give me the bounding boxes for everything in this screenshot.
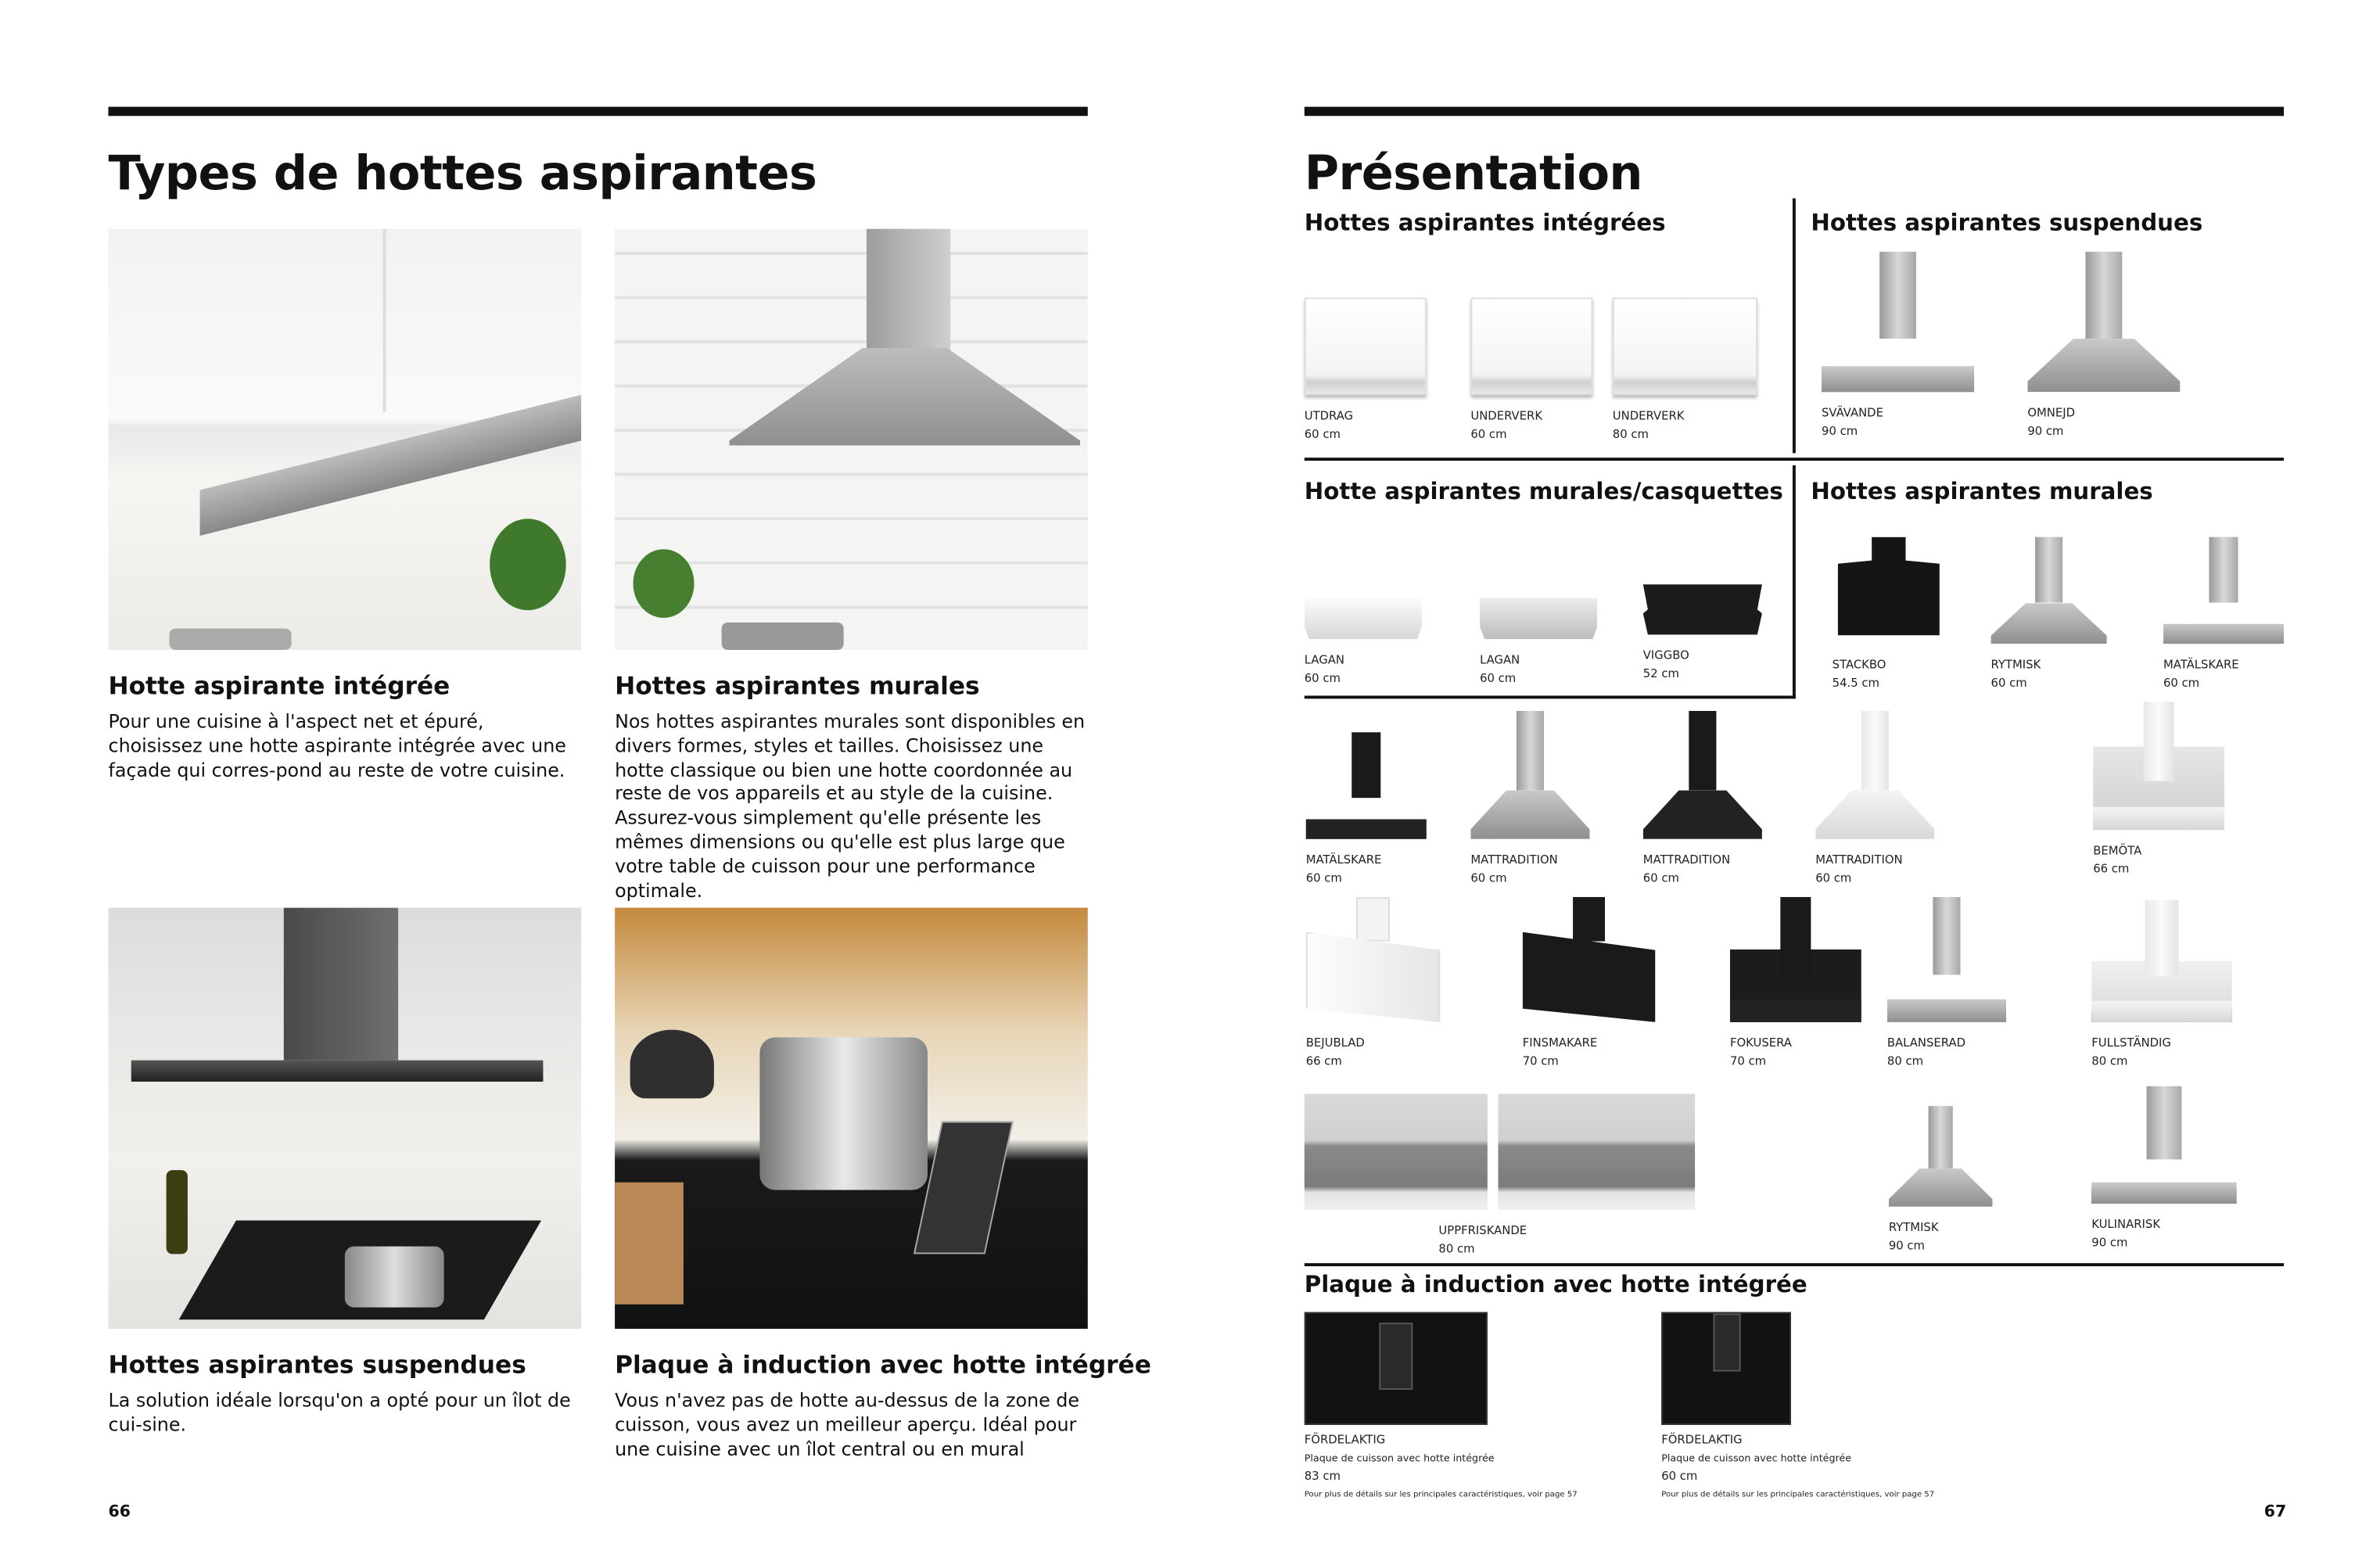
product-name: MATÄLSKARE	[2163, 657, 2239, 672]
product-image	[1643, 584, 1762, 634]
product-size: 90 cm	[1888, 1238, 1925, 1253]
product-name: MATTRADITION	[1470, 852, 1558, 867]
product-rytmisk-90[interactable]	[1889, 1106, 1993, 1255]
card-heading: Hotte aspirante intégrée	[108, 671, 451, 701]
product-name: MATTRADITION	[1815, 852, 1903, 867]
product-note: Pour plus de détails sur les principales caractéristiques, voir page 57	[1661, 1490, 1935, 1500]
product-uppfriskande[interactable]	[1438, 1210, 1560, 1258]
product-mattradition-black[interactable]	[1643, 711, 1762, 888]
product-omnejd[interactable]	[2027, 252, 2180, 441]
product-image-uppfriskande-1	[1305, 1094, 1488, 1210]
product-name: FULLSTÄNDIG	[2091, 1036, 2171, 1050]
product-size: 60 cm	[1470, 427, 1507, 441]
product-name: UNDERVERK	[1612, 408, 1685, 423]
product-mattradition-steel[interactable]	[1470, 711, 1589, 888]
product-desc: Plaque de cuisson avec hotte intégrée	[1304, 1452, 1495, 1465]
product-image	[1305, 598, 1422, 640]
product-image	[1991, 537, 2107, 644]
product-name: UTDRAG	[1304, 408, 1354, 423]
divider	[1305, 458, 2284, 461]
product-bemota[interactable]	[2093, 702, 2224, 878]
product-image	[1305, 297, 1427, 395]
product-image	[1730, 897, 1861, 1022]
card-heading: Hottes aspirantes murales	[615, 671, 980, 701]
product-size: 80 cm	[1612, 427, 1649, 441]
photo-integrated-hood	[108, 229, 581, 650]
product-name: FOKUSERA	[1729, 1036, 1792, 1050]
product-svavande[interactable]	[1822, 252, 1974, 441]
product-size: 52 cm	[1642, 666, 1679, 680]
product-name: OMNEJD	[2027, 405, 2076, 420]
product-fokusera[interactable]	[1730, 897, 1861, 1071]
product-name: FÖRDELAKTIG	[1304, 1432, 1386, 1447]
product-size: 90 cm	[2091, 1235, 2128, 1250]
card-text: Nos hottes aspirantes murales sont disponibles en divers formes, styles et tailles. Choisissez une hotte classique ou bien une hotte coordonnée au reste de vos appareils et au style de la cuisine. Assurez-vous simplement qu'elle présente les mêmes dimensions ou qu'elle est plus large que votre table de cuisson pour une performance optimale.	[615, 710, 1086, 901]
product-size: 90 cm	[1822, 424, 1858, 438]
section-heading-wall: Hottes aspirantes murales	[1811, 477, 2153, 505]
photo-suspended-hood	[108, 908, 581, 1329]
card-text: La solution idéale lorsqu'on a opté pour un îlot de cui-sine.	[108, 1389, 571, 1436]
product-name: UPPFRISKANDE	[1438, 1223, 1527, 1237]
product-name: SVÄVANDE	[1822, 405, 1883, 420]
product-name: LAGAN	[1304, 652, 1344, 667]
product-name: UNDERVERK	[1470, 408, 1543, 423]
product-fullstandig[interactable]	[2091, 900, 2231, 1071]
product-image	[1470, 711, 1589, 839]
divider	[1305, 1263, 2284, 1266]
divider	[1793, 199, 1796, 454]
product-size: 83 cm	[1304, 1469, 1341, 1483]
product-mattradition-white[interactable]	[1815, 711, 1934, 888]
product-name: MATÄLSKARE	[1305, 852, 1382, 867]
product-stackbo[interactable]	[1833, 537, 1945, 693]
page-title: Types de hottes aspirantes	[108, 146, 817, 202]
product-name: BALANSERAD	[1886, 1036, 1966, 1050]
top-rule	[108, 107, 1087, 117]
photo-wall-hood	[615, 229, 1088, 650]
product-size: 66 cm	[1305, 1054, 1342, 1068]
product-size: 60 cm	[2163, 676, 2200, 690]
product-size: 70 cm	[1729, 1054, 1767, 1068]
product-matalskare-wall[interactable]	[2163, 537, 2284, 693]
cooktop-image	[1661, 1312, 1791, 1425]
product-image	[1815, 711, 1934, 839]
product-name: RYTMISK	[1888, 1220, 1939, 1235]
product-image	[2091, 1086, 2236, 1204]
product-desc: Plaque de cuisson avec hotte intégrée	[1661, 1452, 1852, 1465]
product-image	[1822, 252, 1974, 392]
product-underverk-80[interactable]	[1613, 297, 1754, 443]
divider	[1305, 695, 1796, 698]
product-viggbo[interactable]	[1643, 584, 1762, 684]
card-heading: Plaque à induction avec hotte intégrée	[615, 1350, 1151, 1380]
section-heading-suspended: Hottes aspirantes suspendues	[1811, 209, 2203, 237]
product-name: LAGAN	[1480, 652, 1520, 667]
card-text: Vous n'avez pas de hotte au-dessus de la zone de cuisson, vous avez un meilleur aperçu. Idéal pour une cuisine avec un îlot central ou en mural	[615, 1389, 1079, 1459]
product-image	[2093, 702, 2224, 830]
product-name: RYTMISK	[1991, 657, 2041, 672]
product-size: 60 cm	[1305, 870, 1342, 885]
page-number: 67	[2263, 1502, 2287, 1521]
photo-induction-hood	[615, 908, 1088, 1329]
product-lagan-steel[interactable]	[1480, 598, 1597, 688]
page-title: Présentation	[1304, 146, 1642, 202]
card-heading: Hottes aspirantes suspendues	[108, 1350, 526, 1380]
product-utdrag[interactable]	[1305, 297, 1423, 443]
section-heading-caps: Hotte aspirantes murales/casquettes	[1304, 477, 1783, 505]
product-size: 80 cm	[1886, 1054, 1924, 1068]
product-image	[1523, 897, 1656, 1022]
product-size: 60 cm	[1304, 671, 1341, 685]
product-size: 60 cm	[1991, 676, 2027, 690]
product-balanserad[interactable]	[1887, 897, 2006, 1071]
product-size: 80 cm	[1438, 1241, 1475, 1256]
product-image	[2027, 252, 2180, 392]
product-name: BEJUBLAD	[1305, 1036, 1365, 1050]
product-image	[1613, 297, 1757, 395]
product-size: 54.5 cm	[1832, 676, 1879, 690]
product-fordelaktig-60[interactable]	[1661, 1312, 2058, 1505]
product-rytmisk-60[interactable]	[1991, 537, 2107, 693]
top-rule	[1305, 107, 2284, 117]
product-matalskare-black[interactable]	[1306, 732, 1427, 888]
product-lagan-white[interactable]	[1305, 598, 1422, 688]
product-image	[1889, 1106, 1993, 1207]
product-name: BEMÖTA	[2093, 843, 2142, 858]
product-image	[1643, 711, 1762, 839]
product-fordelaktig-83[interactable]	[1305, 1312, 1701, 1505]
product-size: 60 cm	[1304, 427, 1341, 441]
product-name: STACKBO	[1832, 657, 1886, 672]
section-heading-integrated: Hottes aspirantes intégrées	[1304, 209, 1666, 237]
product-underverk-60[interactable]	[1470, 297, 1589, 443]
product-name: FINSMAKARE	[1522, 1036, 1598, 1050]
product-name: MATTRADITION	[1642, 852, 1731, 867]
product-size: 60 cm	[1642, 870, 1679, 885]
product-size: 66 cm	[2093, 862, 2130, 876]
product-bejublad[interactable]	[1306, 897, 1441, 1071]
product-note: Pour plus de détails sur les principales caractéristiques, voir page 57	[1304, 1490, 1578, 1500]
product-image-uppfriskande-2	[1498, 1094, 1695, 1210]
product-size: 60 cm	[1661, 1469, 1698, 1483]
product-kulinarisk[interactable]	[2091, 1086, 2236, 1253]
product-size: 70 cm	[1522, 1054, 1559, 1068]
product-name: VIGGBO	[1642, 648, 1689, 662]
product-image	[1306, 732, 1427, 839]
product-name: KULINARISK	[2091, 1217, 2161, 1232]
product-image	[2163, 537, 2284, 644]
product-size: 60 cm	[1470, 870, 1507, 885]
product-image	[1480, 598, 1597, 640]
product-name: FÖRDELAKTIG	[1661, 1432, 1743, 1447]
product-image	[1887, 897, 2006, 1022]
section-heading-induction: Plaque à induction avec hotte intégrée	[1304, 1270, 1807, 1298]
product-image	[1833, 537, 1945, 644]
product-image	[2091, 900, 2231, 1022]
product-size: 90 cm	[2027, 424, 2064, 438]
product-image	[1306, 897, 1441, 1022]
page-number: 66	[108, 1502, 131, 1521]
product-size: 60 cm	[1480, 671, 1517, 685]
cooktop-image	[1305, 1312, 1488, 1425]
product-size: 60 cm	[1815, 870, 1852, 885]
product-finsmakare[interactable]	[1523, 897, 1656, 1071]
product-size: 80 cm	[2091, 1054, 2128, 1068]
product-image	[1470, 297, 1592, 395]
card-text: Pour une cuisine à l'aspect net et épuré, choisissez une hotte aspirante intégrée avec une façade qui corres-pond au reste de votre cuisine.	[108, 710, 566, 781]
divider	[1793, 465, 1796, 698]
